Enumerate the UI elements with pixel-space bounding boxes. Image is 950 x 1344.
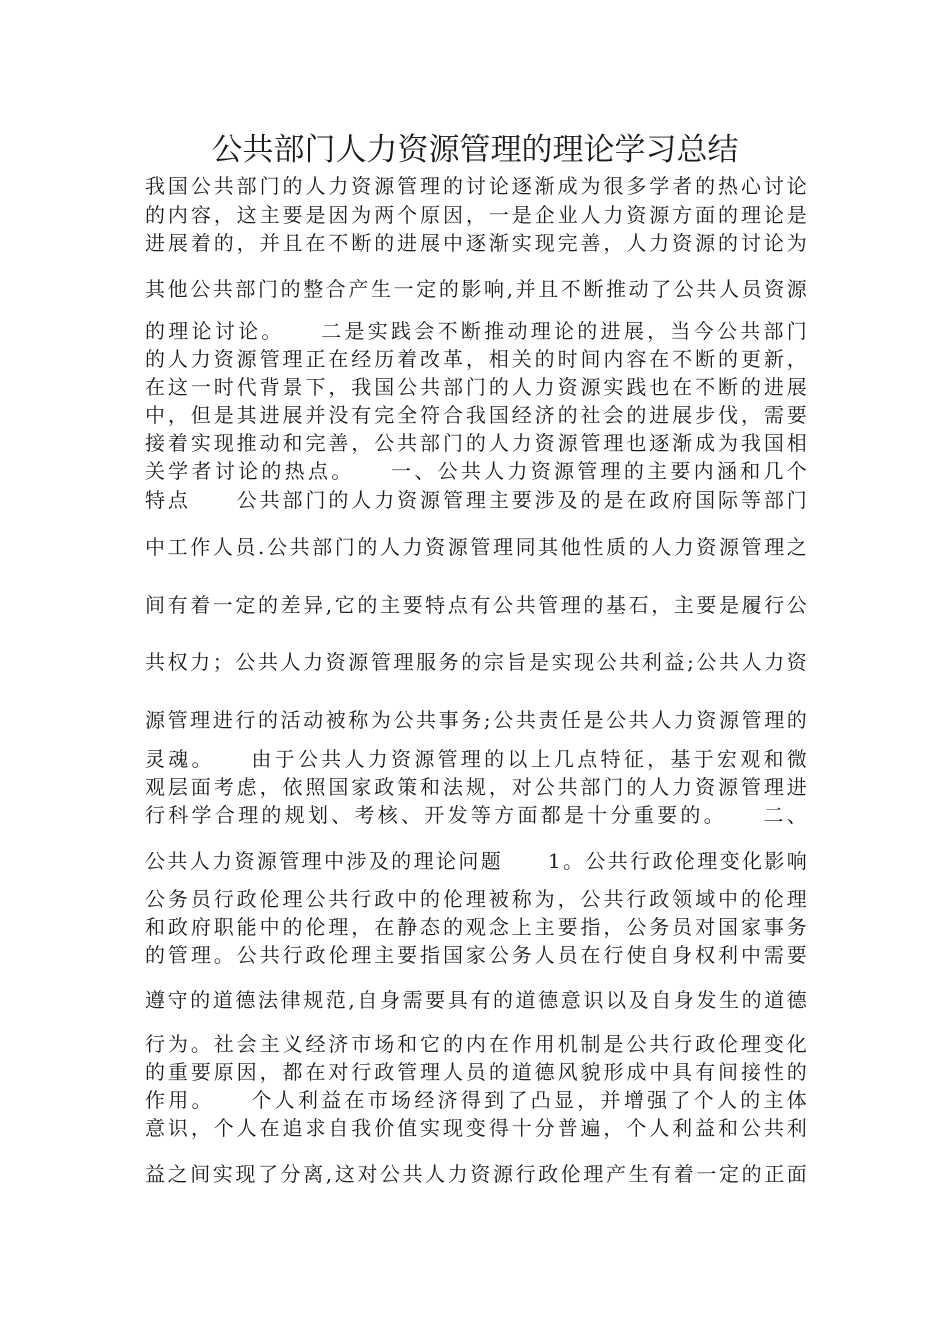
body-line: 的重要原因，都在对行政管理人员的道德风貌形成中具有间接性的 <box>145 1060 807 1084</box>
body-line: 意识，个人在追求自我价值实现变得十分普遍，个人利益和公共利 <box>145 1116 807 1140</box>
body-line: 公共人力资源管理中涉及的理论问题 1。公共行政伦理变化影响 <box>145 849 807 873</box>
body-line: 作用。 个人利益在市场经济得到了凸显，并增强了个人的主体 <box>145 1088 807 1112</box>
body-line: 进展着的，并且在不断的进展中逐渐实现完善，人力资源的讨论为 <box>145 231 807 255</box>
body-line: 益之间实现了分离,这对公共人力资源行政伦理产生有着一定的正面 <box>145 1162 807 1186</box>
body-line: 的内容，这主要是因为两个原因，一是企业人力资源方面的理论是 <box>145 203 807 227</box>
body-line: 遵守的道德法律规范,自身需要具有的道德意识以及自身发生的道德 <box>145 988 807 1012</box>
body-line: 灵魂。 由于公共人力资源管理的以上几点特征，基于宏观和微 <box>145 747 807 771</box>
body-line: 行科学合理的规划、考核、开发等方面都是十分重要的。 二、 <box>145 803 807 827</box>
body-line: 的人力资源管理正在经历着改革，相关的时间内容在不断的更新， <box>145 347 807 371</box>
body-line: 源管理进行的活动被称为公共事务;公共责任是公共人力资源管理的 <box>145 708 807 732</box>
body-line: 观层面考虑，依照国家政策和法规，对公共部门的人力资源管理进 <box>145 775 807 799</box>
body-line: 间有着一定的差异,它的主要特点有公共管理的基石，主要是履行公 <box>145 593 807 617</box>
body-line: 共权力；公共人力资源管理服务的宗旨是实现公共利益;公共人力资 <box>145 650 807 674</box>
document-title: 公共部门人力资源管理的理论学习总结 <box>211 132 739 168</box>
body-line: 中工作人员.公共部门的人力资源管理同其他性质的人力资源管理之 <box>145 535 807 559</box>
body-line: 接着实现推动和完善，公共部门的人力资源管理也逐渐成为我国相 <box>145 431 807 455</box>
body-line: 特点 公共部门的人力资源管理主要涉及的是在政府国际等部门 <box>145 488 807 512</box>
body-line: 关学者讨论的热点。 一、公共人力资源管理的主要内涵和几个 <box>145 459 807 483</box>
body-line: 公务员行政伦理公共行政中的伦理被称为，公共行政领域中的伦理 <box>145 887 807 911</box>
body-line: 在这一时代背景下，我国公共部门的人力资源实践也在不断的进展 <box>145 375 807 399</box>
body-line: 我国公共部门的人力资源管理的讨论逐渐成为很多学者的热心讨论 <box>145 174 807 198</box>
body-line: 中，但是其进展并没有完全符合我国经济的社会的进展步伐，需要 <box>145 403 807 427</box>
body-line: 和政府职能中的伦理，在静态的观念上主要指，公务员对国家事务 <box>145 915 807 939</box>
body-line: 的理论讨论。 二是实践会不断推动理论的进展，当今公共部门 <box>145 319 807 343</box>
body-line: 其他公共部门的整合产生一定的影响,并且不断推动了公共人员资源 <box>145 277 807 301</box>
body-line: 行为。社会主义经济市场和它的内在作用机制是公共行政伦理变化 <box>145 1032 807 1056</box>
body-line: 的管理。公共行政伦理主要指国家公务人员在行使自身权利中需要 <box>145 943 807 967</box>
